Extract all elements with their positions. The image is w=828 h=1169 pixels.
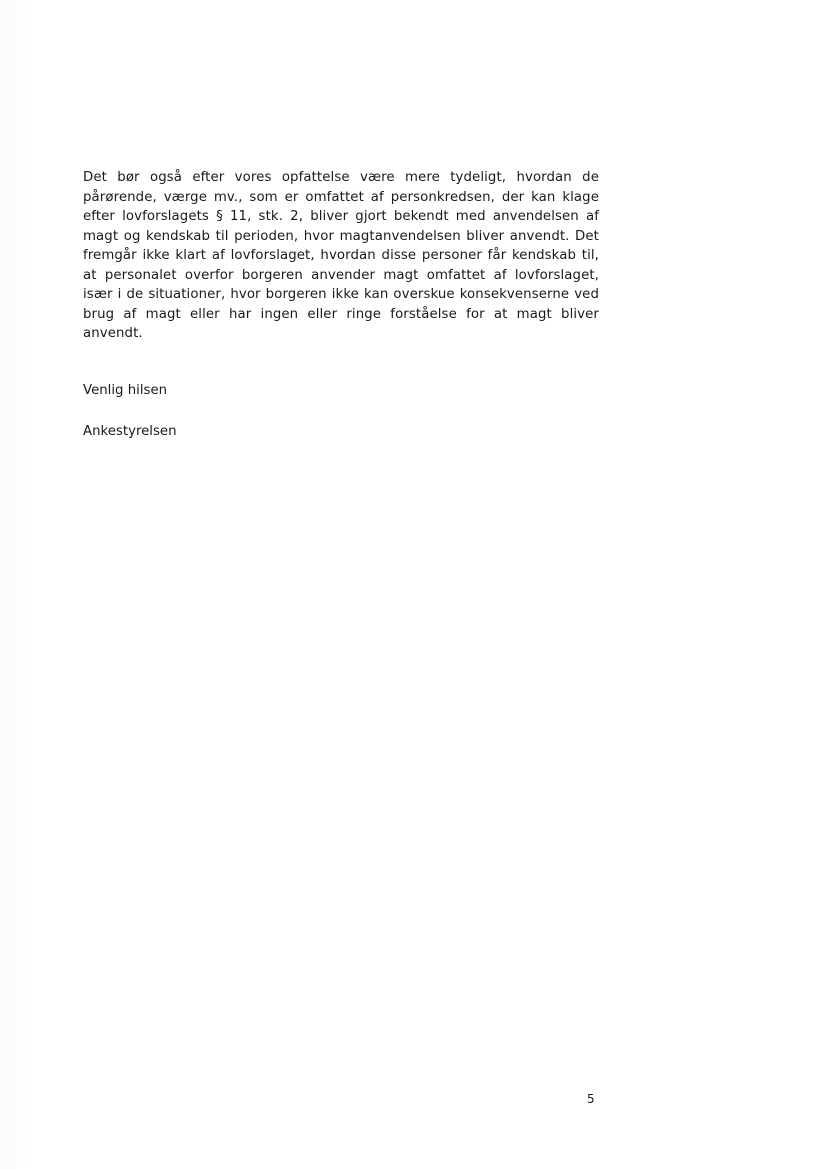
scan-edge-shading xyxy=(0,0,30,1169)
closing-salutation: Venlig hilsen xyxy=(83,383,168,398)
page-number: 5 xyxy=(587,1092,595,1106)
body-paragraph: Det bør også efter vores opfattelse være mere tydeligt, hvordan de pårørende, værge mv., som er omfattet af personkredsen, der kan klage efter lovforslagets § 11, stk. 2, bliver gjort bekendt med anvendelsen af magt og kendskab til perioden, hvor magtanvendelsen bliver anvendt. Det fremgår ikke klart af lovforslaget, hvordan disse personer får kendskab til, at personalet overfor borgeren anvender magt omfattet af lovforslaget, især i de situationer, hvor borgeren ikke kan overskue konsekvenserne ved brug af magt eller har ingen eller ringe forståelse for at magt bliver anvendt. xyxy=(83,170,599,341)
sender-signature: Ankestyrelsen xyxy=(83,424,177,439)
